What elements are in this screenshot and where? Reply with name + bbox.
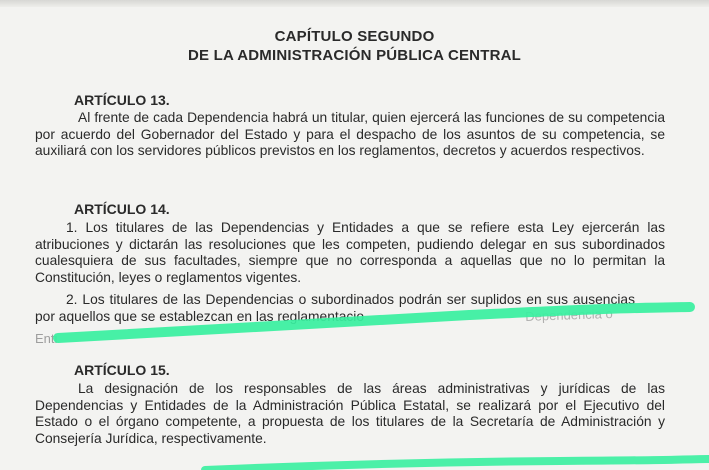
article-14-paragraph-2: 2. Los titulares de las Dependencias o subordinados podrán ser suplidos en sus ausencias por aquellos que se establezcan en las reglamentacio [35, 292, 635, 324]
chapter-title: CAPÍTULO SEGUNDO [274, 28, 435, 45]
chapter-subtitle: DE LA ADMINISTRACIÓN PÚBLICA CENTRAL [187, 47, 522, 64]
article-14-paragraph-1: 1. Los titulares de las Dependencias y Entidades a que se refiere esta Ley ejercerán las atribuciones y dictarán las resoluciones que les competen, pudiendo delegar en sus subordinados cualesquiera de sus facultades, siempre que no corresponda a aquellas que no lo permitan la Constitución, leyes o reglamentos vigentes. [35, 220, 665, 285]
article-15-paragraph: La designación de los responsables de las áreas administrativas y jurídicas de las Dependencias y Entidades de la Administración Pública Estatal, se realizará por el Ejecutivo del Estado o el órgano competente, a propuesta de los titulares de la Secretaría de Administración y Consejería Jurídica, respectivamente. [35, 381, 665, 446]
article-14-heading: ARTÍCULO 14. [74, 201, 170, 217]
article-13-paragraph: Al frente de cada Dependencia habrá un titular, quien ejercerá las funciones de su competencia por acuerdo del Gobernador del Estado y para el despacho de los asuntos de su competencia, se auxiliará con los servidores públicos previstos en los reglamentos, decretos y acuerdos respectivos. [35, 110, 665, 158]
obscured-line-start: Enti [35, 331, 58, 343]
article-15-heading: ARTÍCULO 15. [74, 362, 170, 378]
obscured-text-fragment: Dependencia o [525, 305, 613, 324]
highlight-stroke-lower [205, 459, 709, 470]
article-13-heading: ARTÍCULO 13. [74, 92, 170, 108]
